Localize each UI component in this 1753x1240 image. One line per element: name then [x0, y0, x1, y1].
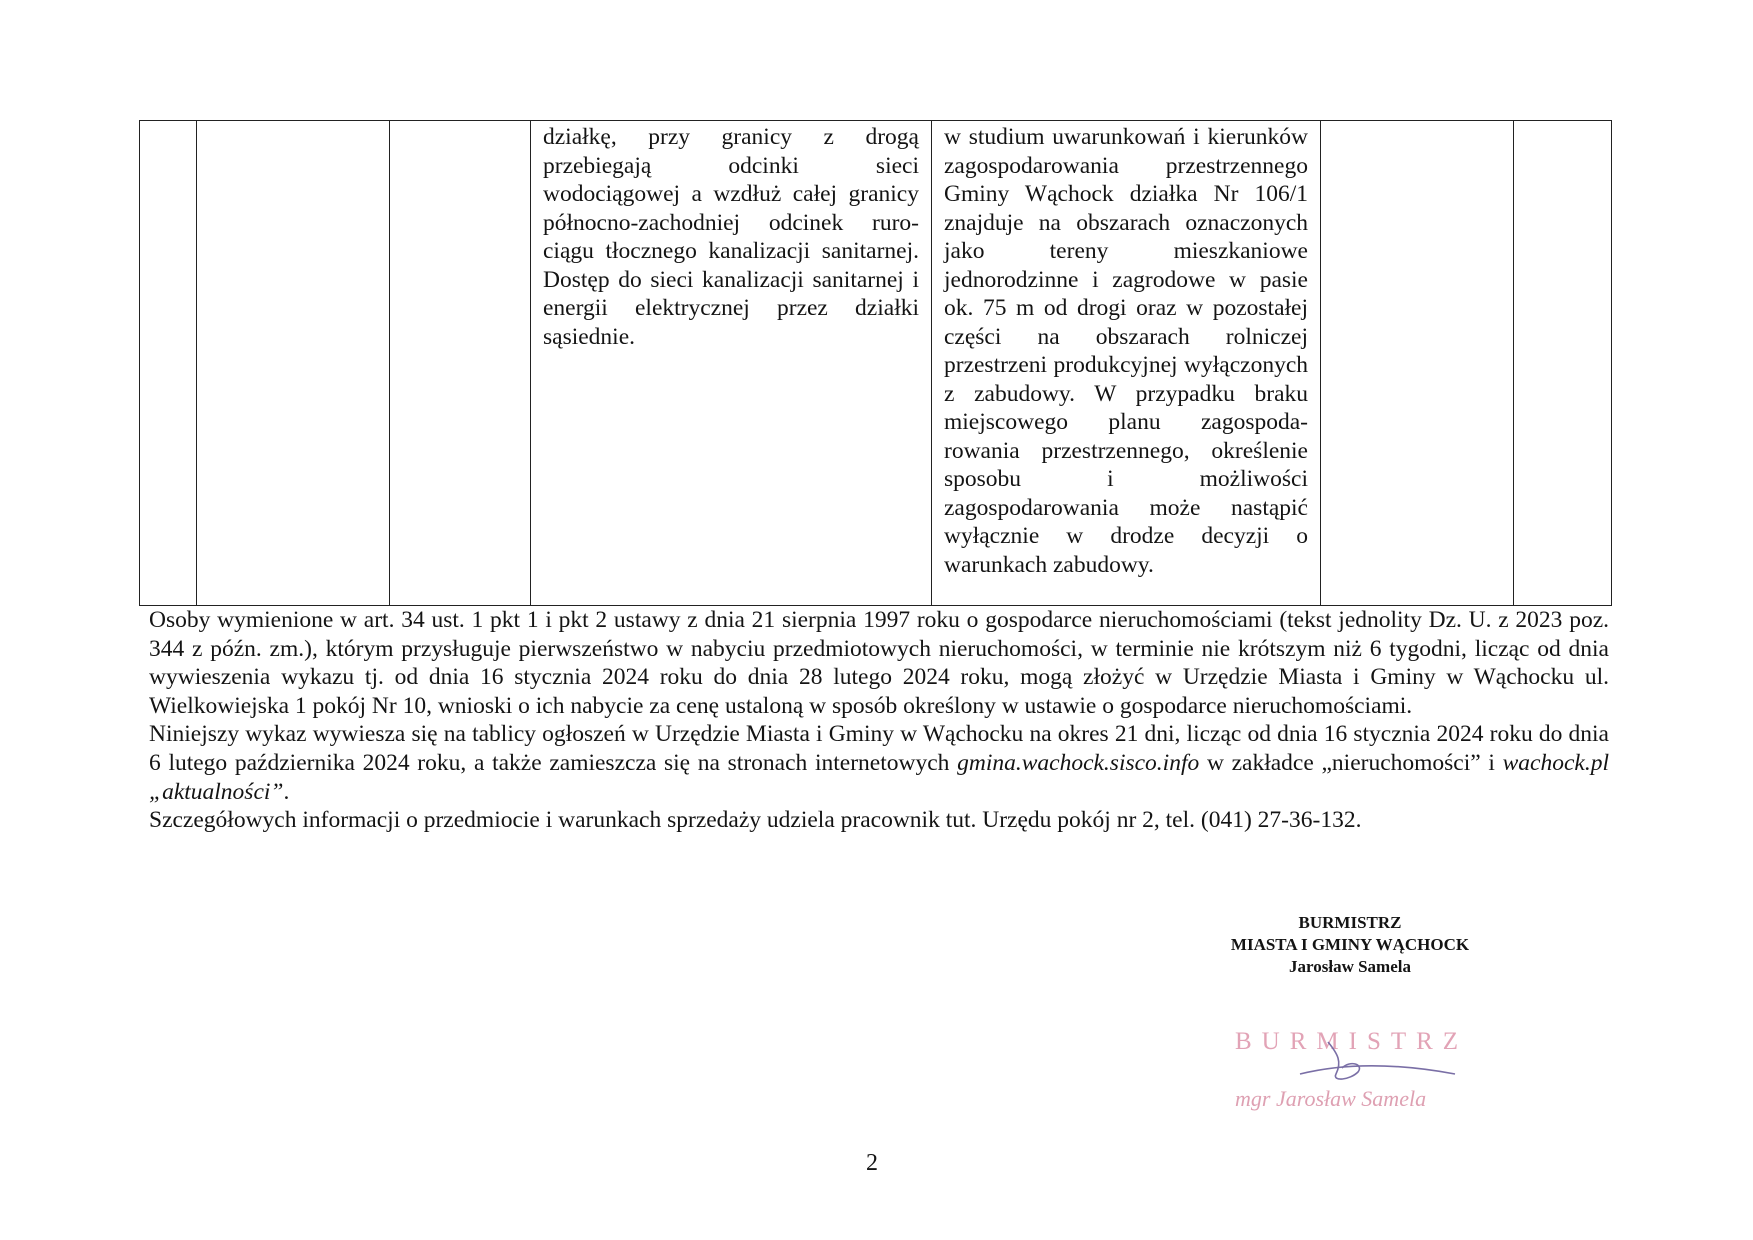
publication-paragraph	[149, 720, 1609, 806]
table-cell-price	[1321, 121, 1514, 606]
description-text: działkę, przy granicy z drogą przebiegają odcinki sieci wodociągowej a wzdłuż całej granicy północno-zachodniej odcinek ruro-ciągu tłocznego kanalizacji sanitarnej. Dostęp do sieci kanalizacji sanitarnej i energii elektrycznej przez działki sąsiednie.	[543, 124, 919, 350]
zoning-text: w studium uwarunkowań i kierunków zagospodarowania przestrzennego Gminy Wąchock działka Nr 106/1 znajduje na obszarach oznaczonych jako tereny mieszkaniowe jednorodzinne i zagrodowe w pasie ok. 75 m od drogi oraz w pozostałej części na obszarach rolniczej przestrzeni produkcyjnej wyłączonych z zabudowy. W przypadku braku miejscowego planu zagospoda-rowania przestrzennego, określenie sposobu i możliwości zagospodarowania może nastąpić wyłącznie w drodze decyzji o warunkach zabudowy.	[944, 124, 1308, 578]
table-row	[140, 121, 1612, 606]
publication-text-end: .	[283, 778, 290, 805]
page-number: 2	[866, 1150, 878, 1176]
stamp-name: mgr Jarosław Samela	[1235, 1086, 1427, 1111]
listing-table	[139, 120, 1612, 606]
contact-paragraph: Szczegółowych informacji o przedmiocie i warunkach sprzedaży udziela pracownik tut. Urzędu pokój nr 2, tel. (041) 27-36-132.	[149, 807, 1362, 834]
table-cell-area	[390, 121, 531, 606]
table-cell-number	[140, 121, 197, 606]
publication-text-start: Niniejszy wykaz wywiesza się na tablicy ogłoszeń w Urzędzie Miasta i Gminy w Wąchocku na okres 21 dni, licząc od dnia 16 stycznia 2024 roku do dnia 6 lutego października 2024 roku, a także zamieszcza się na stronach internetowych	[149, 721, 1609, 776]
table-cell-location	[197, 121, 390, 606]
signature-office: MIASTA I GMINY WĄCHOCK	[1230, 935, 1470, 954]
pre-emption-paragraph: Osoby wymienione w art. 34 ust. 1 pkt 1 i pkt 2 ustawy z dnia 21 sierpnia 1997 roku o gospodarce nieruchomościami (tekst jednolity Dz. U. z 2023 poz. 344 z późn. zm.), którym przysługuje pierwszeństwo w nabyciu przedmiotowych nieruchomości, w terminie nie krótszym niż 6 tygodni, licząc od dnia wywieszenia wykazu tj. od dnia 16 stycznia 2024 roku do dnia 28 lutego 2024 roku, mogą złożyć w Urzędzie Miasta i Gminy w Wąchocku ul. Wielkowiejska 1 pokój Nr 10, wnioski o ich nabycie za cenę ustaloną w sposób określony w ustawie o gospodarce nieruchomościami.	[149, 607, 1609, 719]
notes-section	[149, 606, 1609, 835]
table-cell-description	[531, 121, 932, 606]
website-gmina: gmina.wachock.sisco.info	[957, 749, 1200, 776]
stamp-title: BURMISTRZ	[1235, 1028, 1469, 1055]
official-stamp	[1215, 1028, 1475, 1118]
signature-block	[1180, 912, 1520, 978]
listing-table-container	[139, 120, 1611, 606]
signature-name: Jarosław Samela	[1289, 957, 1411, 976]
table-cell-zoning	[932, 121, 1321, 606]
website-wachock: wachock.pl „aktualności”	[149, 749, 1609, 805]
handwritten-signature	[1280, 1034, 1460, 1094]
table-cell-remarks	[1514, 121, 1612, 606]
signature-title: BURMISTRZ	[1298, 913, 1402, 932]
publication-text-mid: w zakładce „nieruchomości” i	[1199, 749, 1503, 776]
